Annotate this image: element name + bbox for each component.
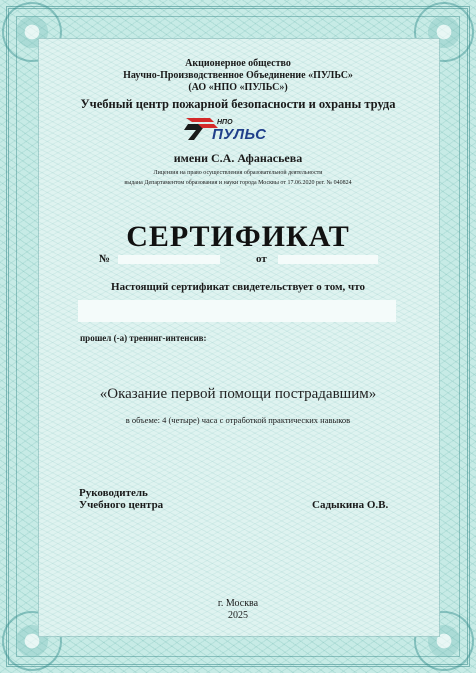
signer-name: Садыкина О.В. [312, 499, 389, 511]
signer-role-line-2: Учебного центра [79, 499, 164, 511]
number-label: № [99, 253, 111, 265]
org-name-line-3: (АО «НПО «ПУЛЬС») [188, 82, 288, 93]
logo-small-text: НПО [217, 119, 233, 126]
course-volume: в объеме: 4 (четыре) часа с отработкой практических навыков [125, 415, 351, 425]
org-name-line-2: Научно-Производственное Объединение «ПУЛЬС» [123, 70, 353, 81]
date-label: от [256, 253, 267, 265]
license-line-2: выдана Департаментом образования и науки города Москвы от 17.06.2020 рег. № 040824 [124, 180, 352, 186]
license-line-1: Лицензия на право осуществления образовательной деятельности [153, 170, 323, 176]
date-field [278, 255, 378, 264]
npo-puls-logo [184, 114, 294, 148]
signer-role-line-1: Руководитель [79, 487, 148, 499]
city: г. Москва [217, 598, 259, 609]
recipient-name-field [78, 300, 396, 322]
intro-text: Настоящий сертификат свидетельствует о том, что [111, 281, 365, 293]
logo-big-text: ПУЛЬС [212, 126, 267, 143]
year: 2025 [228, 610, 248, 621]
named-after: имени С.А. Афанасьева [173, 151, 303, 165]
certificate-title: СЕРТИФИКАТ [126, 220, 350, 253]
course-title: «Оказание первой помощи пострадавшим» [99, 386, 377, 402]
number-field [118, 255, 220, 264]
org-name-line-1: Акционерное общество [185, 58, 291, 69]
passed-training-label: прошел (-а) тренинг-интенсив: [80, 333, 207, 343]
training-center-name: Учебный центр пожарной безопасности и охраны труда [80, 97, 396, 111]
